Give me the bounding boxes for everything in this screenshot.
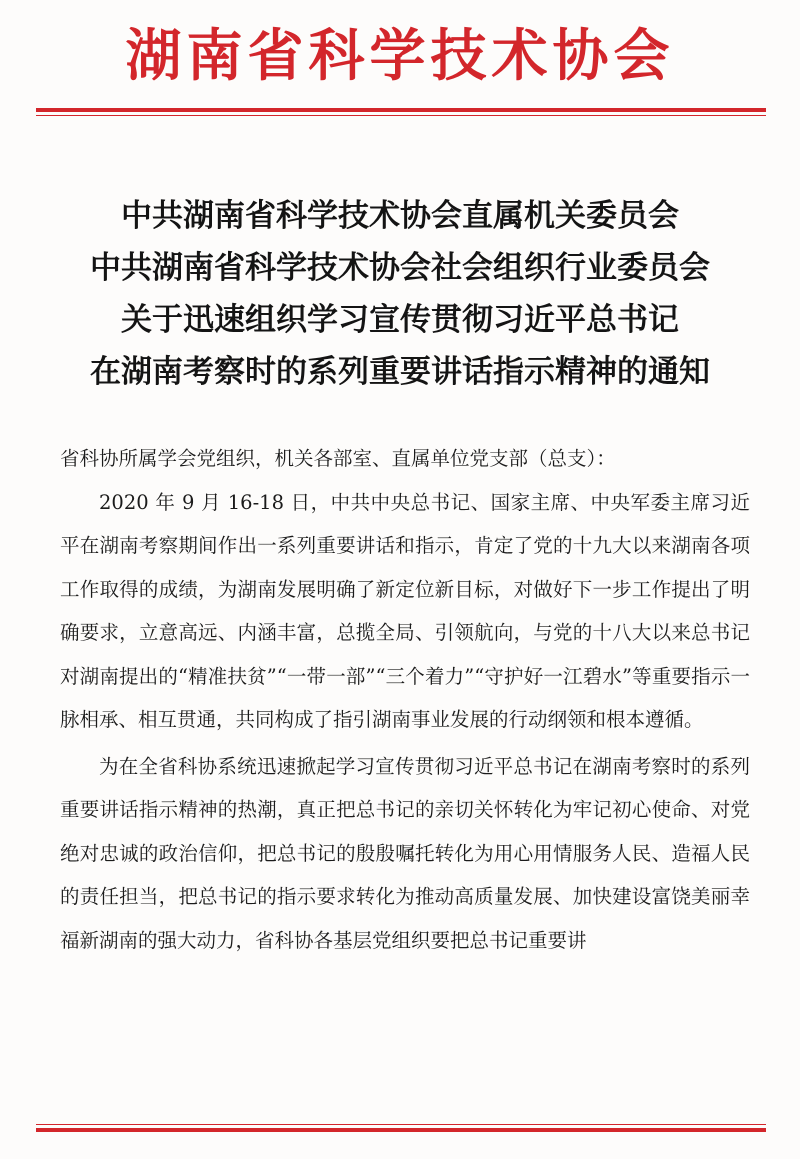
body-paragraph: 为在全省科协系统迅速掀起学习宣传贯彻习近平总书记在湖南考察时的系列重要讲话指示精神的热潮，真正把总书记的亲切关怀转化为牢记初心使命、对党绝对忠诚的政治信仰，把总书记的殷殷嘱托转化为用心用情服务人民、造福人民的责任担当，把总书记的指示要求转化为推动高质量发展、加快建设富饶美丽幸福新湖南的强大动力，省科协各基层党组织要把总书记重要讲 <box>60 754 750 952</box>
title-line: 中共湖南省科学技术协会社会组织行业委员会 <box>90 250 710 286</box>
title-line: 中共湖南省科学技术协会直属机关委员会 <box>121 198 679 234</box>
footer-rule-thin <box>36 1124 766 1125</box>
title-line: 关于迅速组织学习宣传贯彻习近平总书记 <box>121 302 679 338</box>
letterhead-rule-thick <box>36 108 766 112</box>
salutation: 省科协所属学会党组织，机关各部室、直属单位党支部（总支）： <box>60 447 616 470</box>
title-line: 在湖南考察时的系列重要讲话指示精神的通知 <box>90 354 710 390</box>
letterhead-rule-thin <box>36 115 766 116</box>
document-title <box>40 190 760 398</box>
footer-rule-thick <box>36 1128 766 1132</box>
document-body <box>60 437 750 962</box>
body-paragraph: 2020 年 9 月 16-18 日，中共中央总书记、国家主席、中央军委主席习近平在湖南考察期间作出一系列重要讲话和指示，肯定了党的十九大以来湖南各项工作取得的成绩，为湖南发展明确了新定位新目标，对做好下一步工作提出了明确要求，立意高远、内涵丰富，总揽全局、引领航向，与党的十八大以来总书记对湖南提出的“精准扶贫”“一带一部”“三个着力”“守护好一江碧水”等重要指示一脉相承、相互贯通，共同构成了指引湖南事业发展的行动纲领和根本遵循。 <box>60 490 750 731</box>
letterhead-title: 湖南省科学技术协会 <box>125 24 675 89</box>
